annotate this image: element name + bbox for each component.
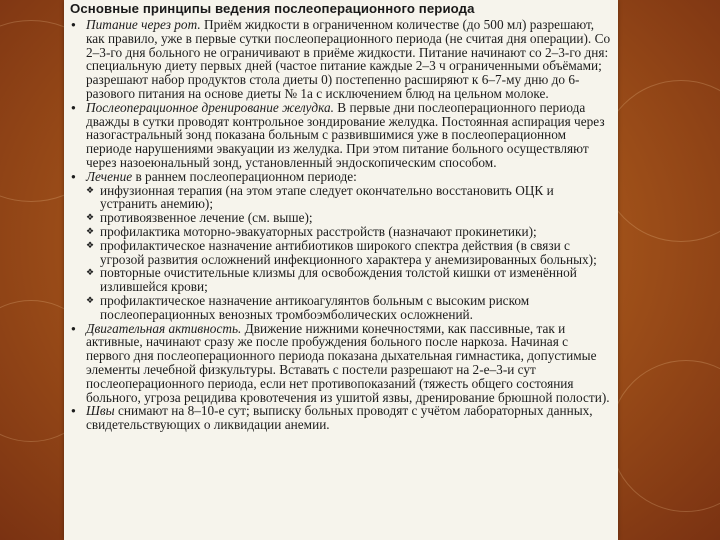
item-text: снимают на 8–10-е сут; выписку больных проводят с учётом лабораторных данных, свидетельствующих о ликвидации анемии.	[86, 403, 593, 433]
document-page	[64, 0, 618, 540]
item-text: В первые дни послеоперационного периода дважды в сутки проводят контрольное зондирование желудка. Постоянная аспирация через назогастральный зонд показана больным с развившимися уже в послеоперационном периоде нарушениями эвакуации из желудка. При этом питание больного осуществляют через назоеюнальный зонд, установленный эндоскопическим способом.	[86, 99, 605, 170]
subitem: ❖ профилактическое назначение антикоагулянтов больным с высоким риском послеоперационных венозных тромбоэмболических осложнений.	[86, 294, 614, 322]
bullet-item-activity	[86, 322, 614, 405]
item-heading: Двигательная активность.	[86, 320, 242, 336]
item-text: Движение нижними конечностями, как пассивные, так и активные, начинают сразу же после пробуждения больного после наркоза. Начиная с первого дня послеоперационного периода показана дыхательная гимнастика, допустимые элементы лечебной физкультуры. Вставать с постели разрешают на 2-е–3-и сут послеоперационного периода, если нет противопоказаний (тяжесть общего состояния больного, угроза рецидива кровотечения из ушитой язвы, дренирование брюшной полости).	[86, 320, 610, 405]
item-text: в раннем послеоперационном периоде:	[132, 168, 357, 184]
bullet-item-drainage	[86, 101, 614, 170]
subitem: ❖ профилактическое назначение антибиотиков широкого спектра действия (в связи с угрозой развития осложнений инфекционного характера у анемизированных больных);	[86, 239, 614, 267]
item-heading: Послеоперационное дренирование желудка.	[86, 99, 334, 115]
bullet-item-sutures	[86, 404, 614, 432]
document-body	[86, 18, 614, 432]
subitem: ❖ противоязвенное лечение (см. выше);	[86, 211, 614, 225]
subitem: ❖ инфузионная терапия (на этом этапе следует окончательно восстановить ОЦК и устранить анемию);	[86, 184, 614, 212]
decorative-circle	[610, 360, 720, 512]
item-heading: Швы	[86, 403, 115, 419]
decorative-circle	[600, 80, 720, 242]
bullet-item-treatment	[86, 170, 614, 184]
page-title: Основные принципы ведения послеоперационного периода	[70, 1, 475, 16]
item-text: Приём жидкости в ограниченном количестве (до 500 мл) разрешают, как правило, уже в первые сутки послеоперационного периода (не считая дня операции). Со 2–3-го дня больного не ограничивают в приёме жидкости. Питание начинают со 2–3-го дня: специальную диету первых дней (частое питание каждые 2–3 ч ограниченными объёмами; разрешают набор продуктов стола диеты 0) постепенно расширяют к 6–7-му дню до 6-разового питания на основе диеты № 1а с исключением блюд на цельном молоке.	[86, 17, 611, 101]
subitem: ❖ повторные очистительные клизмы для освобождения толстой кишки от изменённой излившейся крови;	[86, 266, 614, 294]
item-heading: Лечение	[86, 168, 133, 184]
item-heading: Питание через рот.	[86, 17, 201, 32]
bullet-item-nutrition	[86, 18, 614, 101]
subitem: ❖ профилактика моторно-эвакуаторных расстройств (назначают прокинетики);	[86, 225, 614, 239]
